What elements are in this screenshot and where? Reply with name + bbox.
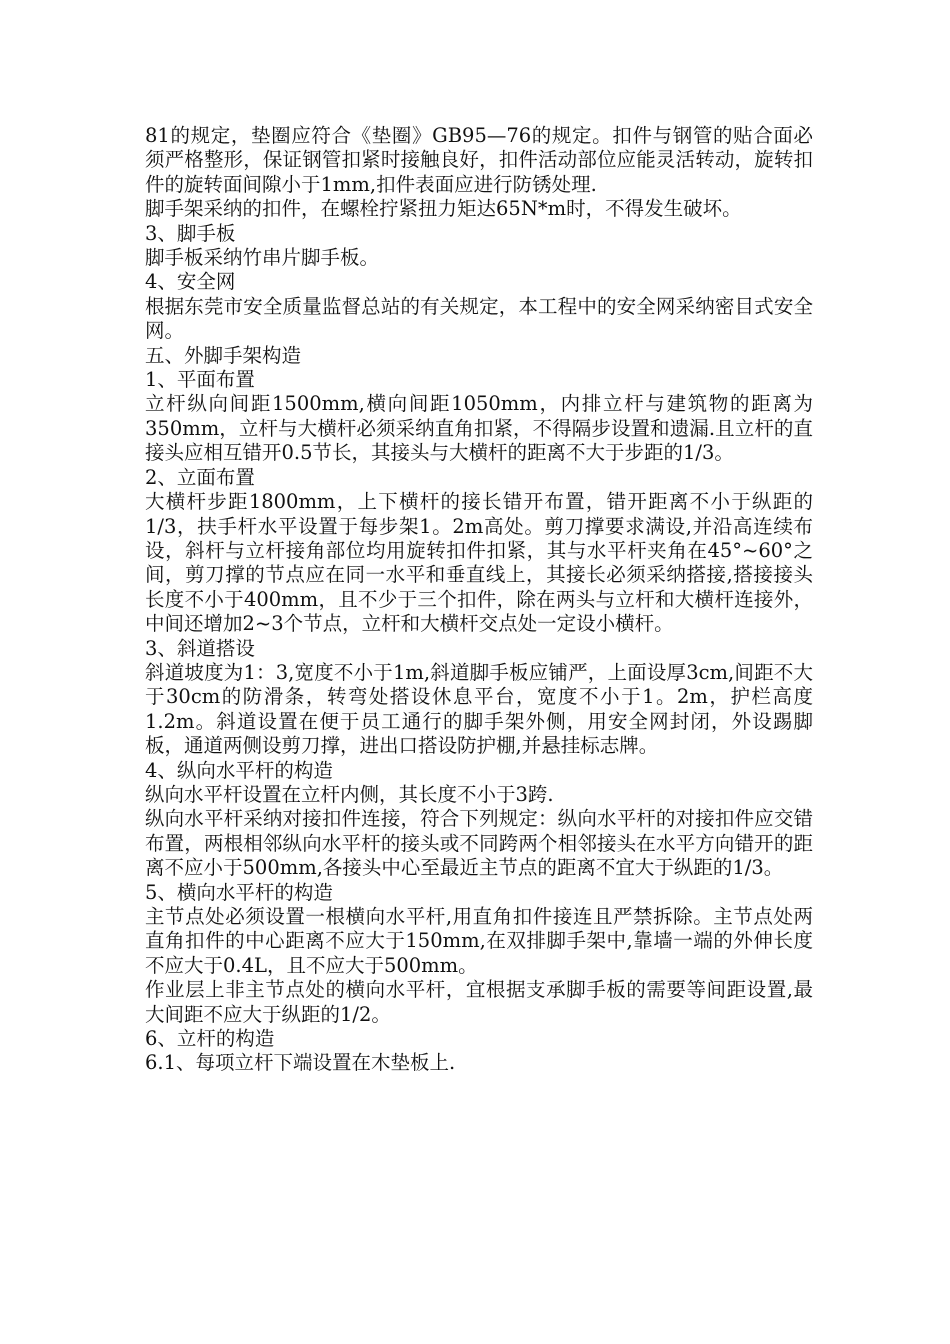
heading-plan-layout: 1、平面布置 [145,368,255,392]
paragraph-longitudinal-bar-2: 纵向水平杆采纳对接扣件连接，符合下列规定：纵向水平杆的对接扣件应交错布置，两根相邻纵向水平杆的接头或不同跨两个相邻接头在水平方向错开的距离不应小于500mm,各接头中心至最近主节点的距离不宜大于纵距的1/3。 [145,807,813,880]
paragraph-transverse-bar-2: 作业层上非主节点处的横向水平杆，宜根据支承脚手板的需要等间距设置,最大间距不应大于纵距的1/2。 [145,978,813,1026]
heading-section-five: 五、外脚手架构造 [145,343,302,367]
paragraph-scaffold-board: 脚手板采纳竹串片脚手板。 [145,246,380,270]
heading-scaffold-board: 3、脚手板 [145,221,236,245]
paragraph-upright-6-1: 6.1、每项立杆下端设置在木垫板上. [145,1051,456,1075]
paragraph-elevation-layout: 大横杆步距1800mm，上下横杆的接长错开布置，错开距离不小于纵距的1/3，扶手杆水平设置于每步架1。2m高处。剪刀撑要求满设,并沿高连续布设，斜杆与立杆接角部位均用旋转扣件扣紧，其与水平杆夹角在45°~60°之间，剪刀撑的节点应在同一水平和垂直线上，其接长必须采纳搭接,搭接接头长度不小于400mm，且不少于三个扣件，除在两头与立杆和大横杆连接外，中间还增加2~3个节点，立杆和大横杆交点处一定设小横杆。 [145,490,813,636]
heading-elevation-layout: 2、立面布置 [145,465,255,489]
paragraph-fastener-torque: 脚手架采纳的扣件，在螺栓拧紧扭力矩达65N*m时，不得发生破坏。 [145,197,742,221]
heading-ramp: 3、斜道搭设 [145,636,255,660]
heading-upright: 6、立杆的构造 [145,1027,275,1051]
paragraph-washer-spec: 81的规定，垫圈应符合《垫圈》GB95—76的规定。扣件与钢管的贴合面必须严格整形，保证钢管扣紧时接触良好，扣件活动部位应能灵活转动，旋转扣件的旋转面间隙小于1mm,扣件表面应进行防锈处理. [145,124,813,196]
paragraph-longitudinal-bar-1: 纵向水平杆设置在立杆内侧，其长度不小于3跨. [145,782,554,806]
heading-transverse-bar: 5、横向水平杆的构造 [145,880,333,904]
heading-safety-net: 4、安全网 [145,270,236,294]
paragraph-plan-layout: 立杆纵向间距1500mm,横向间距1050mm，内排立杆与建筑物的距离为350mm，立杆与大横杆必须采纳直角扣紧，不得隔步设置和遗漏.且立杆的直接头应相互错开0.5节长，其接头与大横杆的距离不大于步距的1/3。 [145,392,813,465]
document-body [145,124,813,1076]
heading-longitudinal-bar: 4、纵向水平杆的构造 [145,758,333,782]
paragraph-safety-net: 根据东莞市安全质量监督总站的有关规定，本工程中的安全网采纳密目式安全网。 [145,294,813,343]
paragraph-ramp: 斜道坡度为1：3,宽度不小于1m,斜道脚手板应铺严，上面设厚3cm,间距不大于30cm的防滑条，转弯处搭设休息平台，宽度不小于1。2m，护栏高度1.2m。斜道设置在便于员工通行的脚手架外侧，用安全网封闭，外设踢脚板，通道两侧设剪刀撑，进出口搭设防护棚,并悬挂标志牌。 [145,660,813,758]
paragraph-transverse-bar-1: 主节点处必须设置一根横向水平杆,用直角扣件接连且严禁拆除。主节点处两直角扣件的中心距离不应大于150mm,在双排脚手架中,靠墙一端的外伸长度不应大于0.4L，且不应大于500mm。 [145,905,813,977]
